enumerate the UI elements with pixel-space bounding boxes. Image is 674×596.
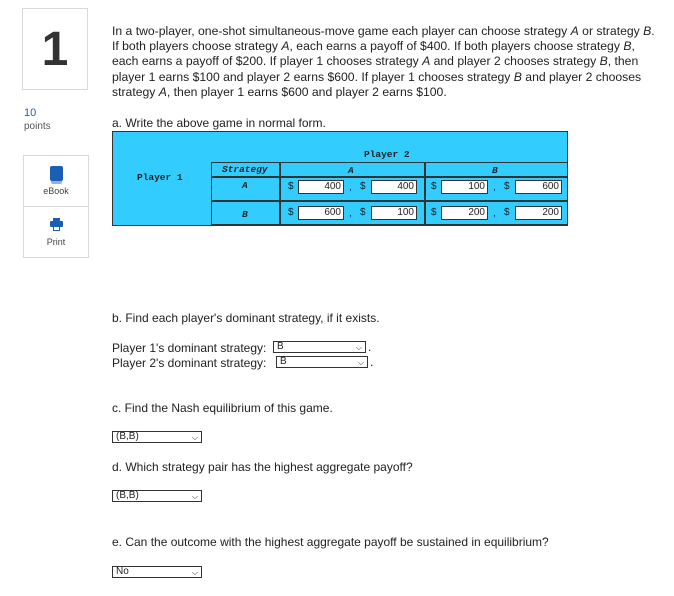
p2-dominant-value: B xyxy=(280,356,287,367)
cell-ab xyxy=(425,177,568,201)
chevron-down-icon: ⌵ xyxy=(355,343,362,352)
currency-sign: $ xyxy=(504,181,510,192)
part-c-prompt: c. Find the Nash equilibrium of this game. xyxy=(112,401,333,415)
currency-sign: $ xyxy=(360,181,366,192)
period: . xyxy=(370,355,374,369)
comma: , xyxy=(493,208,496,219)
payoff-ab-p2-input[interactable]: 600 xyxy=(515,180,562,194)
part-e-prompt: e. Can the outcome with the highest aggregate payoff be sustained in equilibrium? xyxy=(112,535,549,549)
highest-pair-select[interactable] xyxy=(112,490,202,502)
player1-label: Player 1 xyxy=(137,172,183,183)
col-a-label: A xyxy=(348,165,354,176)
p1-dominant-label: Player 1's dominant strategy: xyxy=(112,341,267,355)
print-button[interactable] xyxy=(24,206,88,257)
ebook-button[interactable] xyxy=(24,156,88,206)
payoff-matrix xyxy=(112,131,568,226)
question-text: In a two-player, one-shot simultaneous-move game each player can choose strategy A or strategy B. If both players choose strategy A, each earns a payoff of $400. If both players choose strategy B, each earns a payoff of $200. If player 1 chooses strategy A and player 2 chooses strategy B, then player 1 earns $100 and player 2 earns $600. If player 1 chooses strategy B and player 2 chooses strategy A, then player 1 earns $600 and player 2 earns $100. xyxy=(112,24,655,99)
row-b-label: B xyxy=(242,209,248,220)
cell-ba xyxy=(280,201,425,225)
comma: , xyxy=(349,182,352,193)
payoff-bb-p2-input[interactable]: 200 xyxy=(515,206,562,220)
col-a-header xyxy=(280,162,425,177)
nash-select[interactable] xyxy=(112,431,202,443)
question-number: 1 xyxy=(22,8,88,90)
points-value: 10 xyxy=(24,107,37,119)
payoff-ba-p1-input[interactable]: 600 xyxy=(298,206,344,220)
cell-aa xyxy=(280,177,425,201)
part-a-prompt: a. Write the above game in normal form. xyxy=(112,116,326,130)
currency-sign: $ xyxy=(288,181,294,192)
period: . xyxy=(368,340,372,354)
player2-label: Player 2 xyxy=(364,149,410,160)
sustained-select[interactable] xyxy=(112,566,202,578)
col-b-header xyxy=(425,162,568,177)
payoff-aa-p1-input[interactable]: 400 xyxy=(298,180,344,194)
p1-dominant-value: B xyxy=(277,341,284,352)
chevron-down-icon: ⌵ xyxy=(191,433,198,442)
highest-pair-value: (B,B) xyxy=(116,490,139,501)
sustained-value: No xyxy=(116,566,129,577)
part-d-prompt: d. Which strategy pair has the highest aggregate payoff? xyxy=(112,460,413,474)
comma: , xyxy=(349,208,352,219)
part-b-prompt: b. Find each player's dominant strategy, if it exists. xyxy=(112,311,380,325)
currency-sign: $ xyxy=(431,181,437,192)
payoff-bb-p1-input[interactable]: 200 xyxy=(441,206,488,220)
chevron-down-icon: ⌵ xyxy=(191,492,198,501)
book-icon xyxy=(50,166,63,181)
chevron-down-icon: ⌵ xyxy=(357,358,364,367)
printer-icon xyxy=(50,218,63,231)
currency-sign: $ xyxy=(504,207,510,218)
print-label: Print xyxy=(46,236,66,247)
row-b-header xyxy=(211,201,280,225)
p2-dominant-select[interactable] xyxy=(276,356,368,368)
currency-sign: $ xyxy=(360,207,366,218)
nash-value: (B,B) xyxy=(116,431,139,442)
row-a-label: A xyxy=(242,180,248,191)
currency-sign: $ xyxy=(431,207,437,218)
p2-dominant-label: Player 2's dominant strategy: xyxy=(112,356,267,370)
points-label: points xyxy=(24,121,51,132)
strategy-label: Strategy xyxy=(222,164,268,175)
cell-bb xyxy=(425,201,568,225)
row-a-header xyxy=(211,177,280,201)
side-tools xyxy=(23,155,89,258)
ebook-label: eBook xyxy=(43,186,69,196)
col-b-label: B xyxy=(492,165,498,176)
payoff-ab-p1-input[interactable]: 100 xyxy=(441,180,488,194)
strategy-header xyxy=(211,162,280,177)
payoff-ba-p2-input[interactable]: 100 xyxy=(371,206,417,220)
p1-dominant-select[interactable] xyxy=(273,341,366,353)
currency-sign: $ xyxy=(288,207,294,218)
chevron-down-icon: ⌵ xyxy=(191,568,198,577)
comma: , xyxy=(493,182,496,193)
payoff-aa-p2-input[interactable]: 400 xyxy=(371,180,417,194)
